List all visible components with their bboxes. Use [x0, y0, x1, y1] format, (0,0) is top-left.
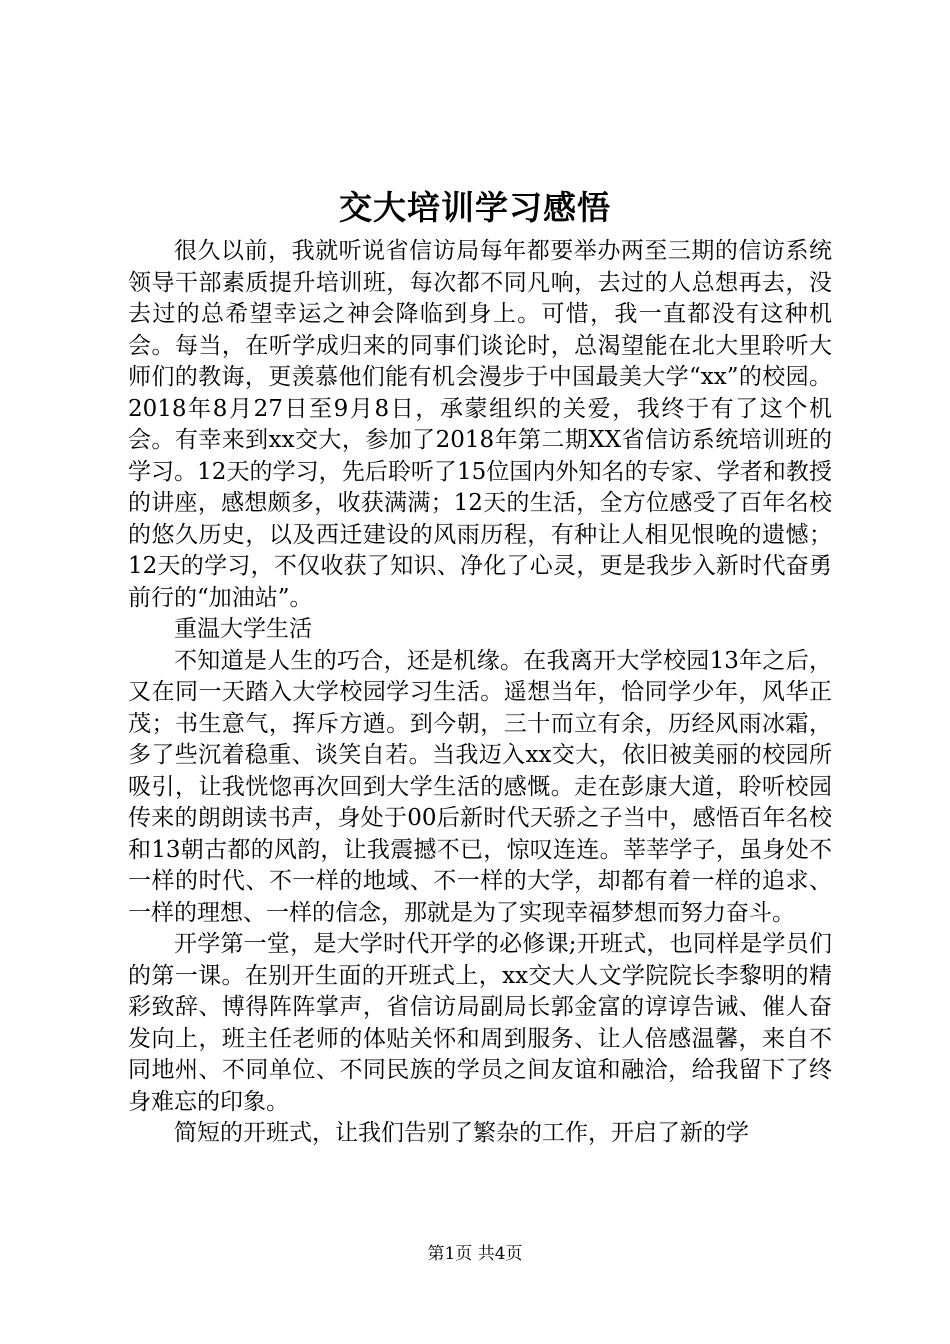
section-heading: 重温大学生活 [174, 616, 312, 642]
page-number-footer: 第1页 共4页 [427, 1244, 523, 1264]
document-title: 交大培训学习感悟 [339, 188, 611, 227]
document-body [128, 236, 832, 1150]
paragraph-opening-ceremony: 开学第一堂，是大学时代开学的必修课;开班式，也同样是学员们的第一课。在别开生面的开班式上，xx交大人文学院院长李黎明的精彩致辞、博得阵阵掌声，省信访局副局长郭金富的谆谆告诫、催人奋发向上，班主任老师的体贴关怀和周到服务、让人倍感温馨，来自不同地州、不同单位、不同民族的学员之间友谊和融洽，给我留下了终身难忘的印象。 [128, 931, 832, 1115]
paragraph-campus-life: 不知道是人生的巧合，还是机缘。在我离开大学校园13年之后，又在同一天踏入大学校园学习生活。遥想当年，恰同学少年，风华正茂；书生意气，挥斥方遒。到今朝，三十而立有余，历经风雨冰霜，多了些沉着稳重、谈笑自若。当我迈入xx交大，依旧被美丽的校园所吸引，让我恍惚再次回到大学生活的感慨。走在彭康大道，聆听校园传来的朗朗读书声，身处于00后新时代天骄之子当中，感悟百年名校和13朝古都的风韵，让我震撼不已，惊叹连连。莘莘学子，虽身处不一样的时代、不一样的地域、不一样的大学，却都有着一样的追求、一样的理想、一样的信念，那就是为了实现幸福梦想而努力奋斗。 [128, 647, 832, 926]
paragraph-intro: 很久以前，我就听说省信访局每年都要举办两至三期的信访系统领导干部素质提升培训班，每次都不同凡响，去过的人总想再去，没去过的总希望幸运之神会降临到身上。可惜，我一直都没有这种机会。每当，在听学成归来的同事们谈论时，总渴望能在北大里聆听大师们的教诲，更羡慕他们能有机会漫步于中国最美大学“xx”的校园。2018年8月27日至9月8日，承蒙组织的关爱，我终于有了这个机会。有幸来到xx交大，参加了2018年第二期XX省信访系统培训班的学习。12天的学习，先后聆听了15位国内外知名的专家、学者和教授的讲座，感想颇多，收获满满；12天的生活，全方位感受了百年名校的悠久历史，以及西迁建设的风雨历程，有种让人相见恨晚的遗憾；12天的学习，不仅收获了知识、净化了心灵，更是我步入新时代奋勇前行的“加油站”。 [128, 238, 832, 611]
paragraph-continuation: 简短的开班式，让我们告别了繁杂的工作，开启了新的学 [174, 1120, 749, 1146]
